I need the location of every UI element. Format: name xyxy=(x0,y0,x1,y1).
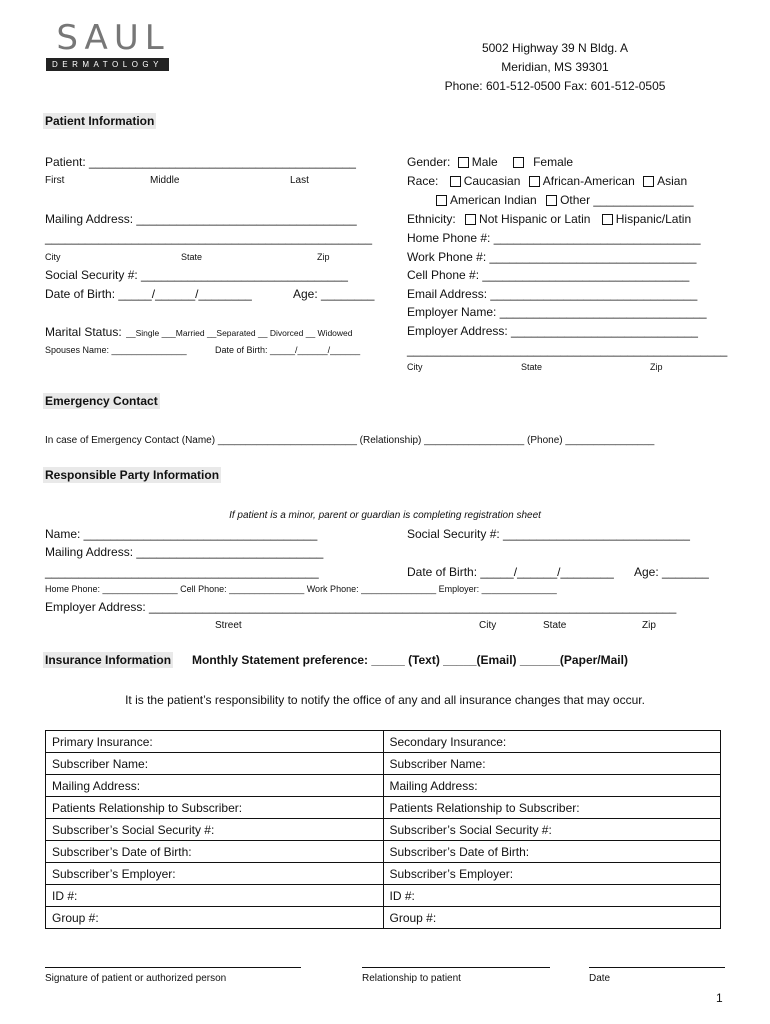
secondary-subscriber-ssn-cell[interactable]: Subscriber’s Social Security #: xyxy=(383,819,721,841)
table-row xyxy=(46,885,721,907)
state-label: State xyxy=(181,252,203,262)
last-label: Last xyxy=(290,175,309,186)
race-label: Race: xyxy=(407,174,439,188)
secondary-subscriber-name-cell[interactable]: Subscriber Name: xyxy=(383,753,721,775)
primary-id-cell[interactable]: ID #: xyxy=(46,885,384,907)
male-label: Male xyxy=(471,155,498,169)
responsible-party-note: If patient is a minor, parent or guardian is completing registration sheet xyxy=(229,510,541,521)
primary-group-cell[interactable]: Group #: xyxy=(46,907,384,929)
american-indian-label: American Indian xyxy=(450,193,537,207)
page-number: 1 xyxy=(716,991,723,1005)
secondary-mailing-address-cell[interactable]: Mailing Address: xyxy=(383,775,721,797)
logo-title: SAUL xyxy=(56,18,170,58)
patient-info-heading: Patient Information xyxy=(45,114,155,128)
responsible-zip-label: Zip xyxy=(642,620,656,631)
responsible-state-label: State xyxy=(543,620,567,631)
table-row xyxy=(46,797,721,819)
responsible-city-label: City xyxy=(479,620,497,631)
email-field[interactable]: Email Address: _______________________________ xyxy=(407,287,698,301)
table-row xyxy=(46,753,721,775)
male-checkbox[interactable] xyxy=(458,157,469,168)
age-field[interactable]: Age: ________ xyxy=(293,287,375,301)
mailing-address-field[interactable]: Mailing Address: _________________________________ xyxy=(45,212,357,226)
street-label: Street xyxy=(215,620,242,631)
secondary-group-cell[interactable]: Group #: xyxy=(383,907,721,929)
employer-zip-label: Zip xyxy=(650,362,663,372)
other-race-checkbox[interactable] xyxy=(546,195,557,206)
home-phone-field[interactable]: Home Phone #: _______________________________ xyxy=(407,231,701,245)
insurance-table xyxy=(45,730,721,929)
gender-row xyxy=(407,155,573,169)
responsible-dob-field[interactable]: Date of Birth: _____/______/________ xyxy=(407,565,614,579)
asian-checkbox[interactable] xyxy=(643,176,654,187)
table-row xyxy=(46,731,721,753)
african-american-checkbox[interactable] xyxy=(529,176,540,187)
other-race-label[interactable]: Other _______________ xyxy=(560,193,694,207)
secondary-subscriber-employer-cell[interactable]: Subscriber’s Employer: xyxy=(383,863,721,885)
patient-name-field[interactable]: Patient: ________________________________________ xyxy=(45,155,356,169)
not-hispanic-checkbox[interactable] xyxy=(465,214,476,225)
employer-state-label: State xyxy=(521,362,543,372)
marital-status-label: Marital Status: xyxy=(45,325,122,339)
employer-address-field[interactable]: Employer Address: ____________________________ xyxy=(407,324,698,338)
mailing-address-line2[interactable]: _________________________________________________ xyxy=(45,231,373,245)
first-label: First xyxy=(45,175,65,186)
table-row xyxy=(46,819,721,841)
gender-label: Gender: xyxy=(407,155,451,169)
signature-line[interactable] xyxy=(45,967,301,968)
ethnicity-row xyxy=(407,212,691,226)
marital-status-options[interactable]: __Single ___Married __Separated __ Divorced __ Widowed xyxy=(126,328,353,338)
date-label: Date xyxy=(589,973,611,984)
emergency-contact-field[interactable]: In case of Emergency Contact (Name) _________________________ (Relationship) __________________ (Phone) ________________ xyxy=(45,435,655,446)
caucasian-label: Caucasian xyxy=(463,174,521,188)
responsible-mailing-line2[interactable]: _________________________________________ xyxy=(45,565,319,579)
date-line[interactable] xyxy=(589,967,725,968)
responsible-phones-field[interactable]: Home Phone: _______________ Cell Phone: _______________ Work Phone: _______________ Employer: _______________ xyxy=(45,584,557,594)
primary-relationship-cell[interactable]: Patients Relationship to Subscriber: xyxy=(46,797,384,819)
marital-status xyxy=(45,323,353,341)
address-line-1: 5002 Highway 39 N Bldg. A xyxy=(481,41,629,55)
race-row-2 xyxy=(436,193,694,207)
clinic-address xyxy=(420,39,690,96)
ssn-field[interactable]: Social Security #: _______________________________ xyxy=(45,268,348,282)
table-row xyxy=(46,775,721,797)
table-row xyxy=(46,907,721,929)
signature-label: Signature of patient or authorized person xyxy=(45,973,227,984)
not-hispanic-label: Not Hispanic or Latin xyxy=(479,212,591,226)
female-checkbox[interactable] xyxy=(513,157,524,168)
logo-subtitle: DERMATOLOGY xyxy=(46,58,169,71)
relationship-line[interactable] xyxy=(362,967,550,968)
responsible-ssn-field[interactable]: Social Security #: ____________________________ xyxy=(407,527,690,541)
secondary-insurance-cell[interactable]: Secondary Insurance: xyxy=(383,731,721,753)
african-american-label: African-American xyxy=(542,174,635,188)
relationship-label: Relationship to patient xyxy=(362,973,461,984)
secondary-subscriber-dob-cell[interactable]: Subscriber’s Date of Birth: xyxy=(383,841,721,863)
cell-phone-field[interactable]: Cell Phone #: _______________________________ xyxy=(407,268,690,282)
asian-label: Asian xyxy=(657,174,688,188)
american-indian-checkbox[interactable] xyxy=(436,195,447,206)
secondary-relationship-cell[interactable]: Patients Relationship to Subscriber: xyxy=(383,797,721,819)
table-row xyxy=(46,841,721,863)
ethnicity-label: Ethnicity: xyxy=(407,212,456,226)
address-line-2: Meridian, MS 39301 xyxy=(501,60,609,74)
employer-address-line2[interactable]: ________________________________________________ xyxy=(407,343,728,357)
employer-name-field[interactable]: Employer Name: _______________________________ xyxy=(407,305,707,319)
primary-insurance-cell[interactable]: Primary Insurance: xyxy=(46,731,384,753)
zip-label: Zip xyxy=(317,252,330,262)
middle-label: Middle xyxy=(150,175,180,186)
insurance-notice: It is the patient’s responsibility to notify the office of any and all insurance changes that may occur. xyxy=(125,693,645,707)
insurance-heading: Insurance Information xyxy=(45,653,172,667)
caucasian-checkbox[interactable] xyxy=(450,176,461,187)
responsible-age-field[interactable]: Age: _______ xyxy=(634,565,709,579)
spouse-name-field[interactable]: Spouses Name: _______________ xyxy=(45,345,187,355)
spouse-dob-field[interactable]: Date of Birth: _____/______/______ xyxy=(215,345,361,355)
hispanic-label: Hispanic/Latin xyxy=(615,212,692,226)
responsible-name-field[interactable]: Name: ___________________________________ xyxy=(45,527,318,541)
table-row xyxy=(46,863,721,885)
monthly-statement-preference[interactable]: Monthly Statement preference: _____ (Text) _____(Email) ______(Paper/Mail) xyxy=(192,653,628,667)
dob-field[interactable]: Date of Birth: _____/______/________ xyxy=(45,287,252,301)
emergency-heading: Emergency Contact xyxy=(45,394,158,408)
primary-subscriber-dob-cell[interactable]: Subscriber’s Date of Birth: xyxy=(46,841,384,863)
logo xyxy=(46,18,180,58)
city-label: City xyxy=(45,252,61,262)
primary-subscriber-ssn-cell[interactable]: Subscriber’s Social Security #: xyxy=(46,819,384,841)
work-phone-field[interactable]: Work Phone #: _______________________________ xyxy=(407,250,697,264)
responsible-employer-address-field[interactable]: Employer Address: _______________________________________________________________________________ xyxy=(45,600,677,614)
employer-city-label: City xyxy=(407,362,423,372)
secondary-id-cell[interactable]: ID #: xyxy=(383,885,721,907)
primary-subscriber-employer-cell[interactable]: Subscriber’s Employer: xyxy=(46,863,384,885)
hispanic-checkbox[interactable] xyxy=(602,214,613,225)
responsible-mailing-field[interactable]: Mailing Address: ____________________________ xyxy=(45,545,324,559)
responsible-party-heading: Responsible Party Information xyxy=(45,468,220,482)
primary-mailing-address-cell[interactable]: Mailing Address: xyxy=(46,775,384,797)
address-line-3: Phone: 601-512-0500 Fax: 601-512-0505 xyxy=(444,79,666,93)
race-row xyxy=(407,174,687,188)
primary-subscriber-name-cell[interactable]: Subscriber Name: xyxy=(46,753,384,775)
female-label: Female xyxy=(533,155,574,169)
